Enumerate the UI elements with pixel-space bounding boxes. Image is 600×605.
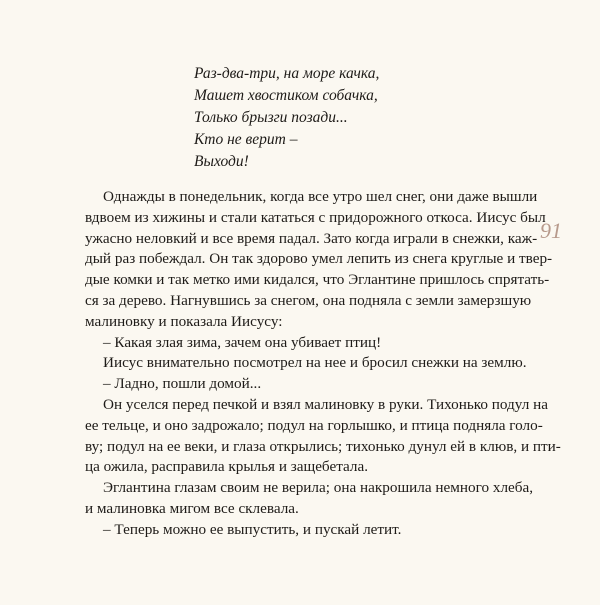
paragraph-line: дые комки и так метко ими кидался, что Эглантине пришлось спрятать- [85, 271, 550, 289]
page-number: 91 [540, 218, 562, 243]
paragraph-line: дый раз побеждал. Он так здорово умел лепить из снега круглые и твер- [85, 250, 553, 268]
poem-line: Раз-два-три, на море качка, [194, 65, 380, 82]
dialogue-line: – Какая злая зима, зачем она убивает птиц! [103, 333, 382, 351]
dialogue-line: – Теперь можно ее выпустить, и пускай летит. [103, 520, 402, 538]
paragraph-line: ся за дерево. Нагнувшись за снегом, она подняла с земли замерзшую [85, 291, 532, 309]
poem-line: Кто не верит – [194, 131, 298, 148]
poem-line: Машет хвостиком собачка, [194, 87, 378, 104]
paragraph-line: Эглантина глазам своим не верила; она накрошила немного хлеба, [103, 479, 534, 497]
paragraph-line: ца ожила, расправила крылья и защебетала. [85, 458, 369, 476]
dialogue-line: – Ладно, пошли домой... [103, 375, 262, 393]
paragraph-line: вдвоем из хижины и стали кататься с придорожного откоса. Иисус был [85, 208, 546, 226]
paragraph-line: Однажды в понедельник, когда все утро шел снег, они даже вышли [103, 188, 538, 205]
paragraph-line: ее тельце, и оно задрожало; подул на горлышко, и птица подняла голо- [85, 416, 543, 434]
paragraph-line: Он уселся перед печкой и взял малиновку в руки. Тихонько подул на [103, 395, 548, 413]
paragraph-line: и малиновка мигом все склевала. [85, 499, 299, 517]
paragraph-line: Иисус внимательно посмотрел на нее и бросил снежки на землю. [103, 354, 527, 372]
paragraph-line: ву; подул на ее веки, и глаза открылись; тихонько дунул ей в клюв, и пти- [85, 437, 561, 455]
paragraph-line: малиновку и показала Иисусу: [85, 312, 283, 330]
paragraph-line: ужасно неловкий и все время падал. Зато когда играли в снежки, каж- [85, 229, 538, 247]
poem-line: Только брызги позади... [194, 109, 348, 126]
poem-line: Выходи! [194, 153, 249, 170]
poem-stanza [194, 63, 379, 173]
